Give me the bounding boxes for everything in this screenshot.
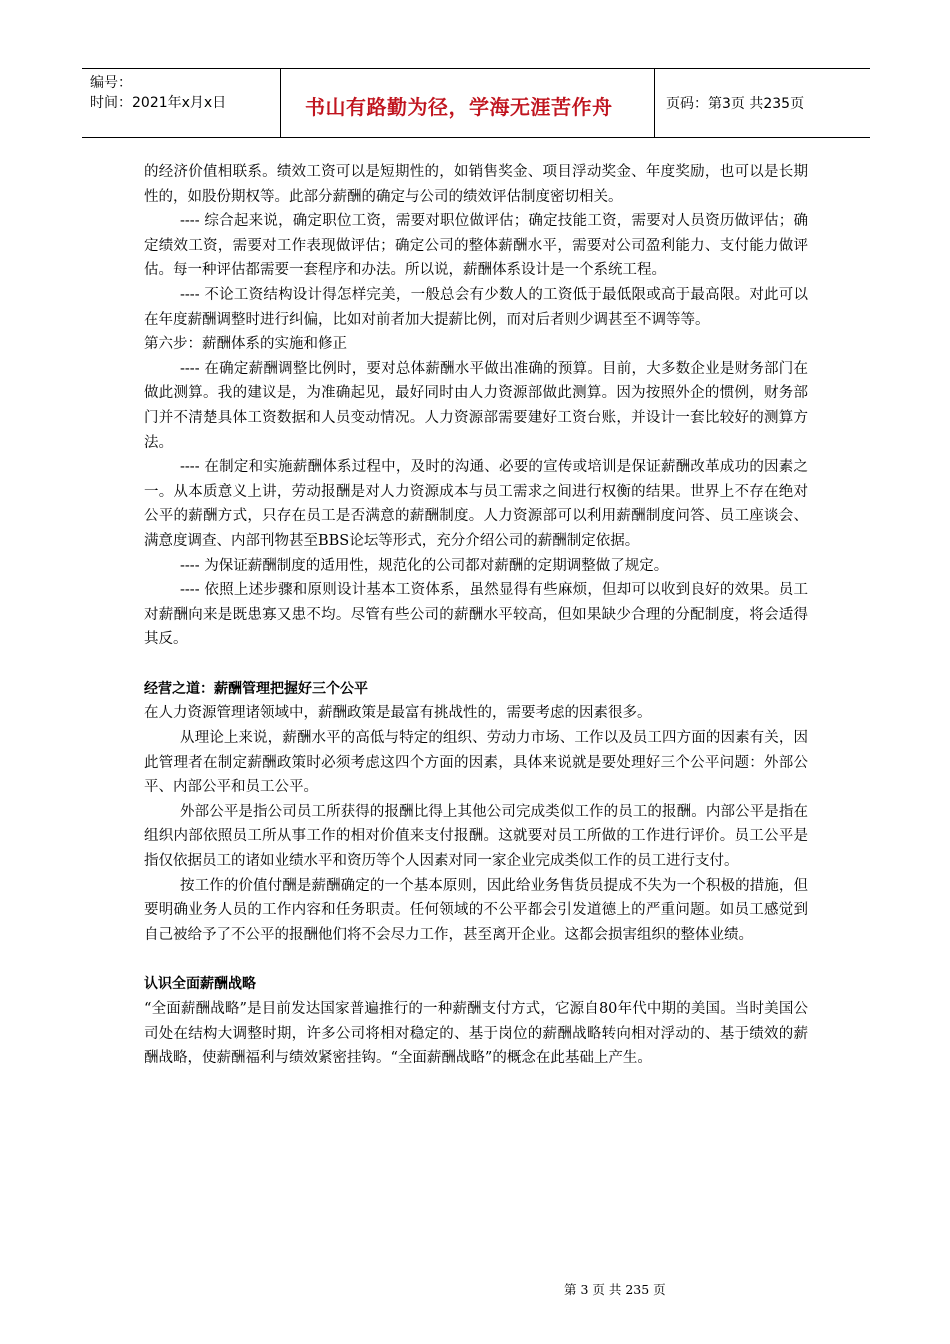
paragraph: ---- 依照上述步骤和原则设计基本工资体系，虽然显得有些麻烦，但却可以收到良好的效果。员工对薪酬向来是既患寡又患不均。尽管有些公司的薪酬水平较高，但如果缺少合理的分配制度，将会适得其反。 <box>144 582 808 648</box>
spacer <box>144 947 808 972</box>
motto-text: 书山有路勤为径，学海无涯苦作舟 <box>305 95 613 119</box>
paragraph: 在人力资源管理诸领域中，薪酬政策是最富有挑战性的，需要考虑的因素很多。 <box>144 705 652 722</box>
paragraph: ---- 为保证薪酬制度的适用性，规范化的公司都对薪酬的定期调整做了规定。 <box>180 557 669 574</box>
header-page-info: 页码：第3页 共235页 <box>666 96 805 112</box>
paragraph: 按工作的价值付酬是薪酬确定的一个基本原则，因此给业务售货员提成不失为一个积极的措施，但要明确业务人员的工作内容和任务职责。任何领域的不公平都会引发道德上的严重问题。如员工感觉到自己被给予了不公平的报酬他们将不会尽力工作，甚至离开企业。这都会损害组织的整体业绩。 <box>144 877 808 943</box>
step-heading: 第六步：薪酬体系的实施和修正 <box>144 336 347 353</box>
section-heading: 经营之道：薪酬管理把握好三个公平 <box>144 680 368 697</box>
date-label: 时间：2021年x月x日 <box>90 95 227 111</box>
header-motto-cell <box>281 69 655 137</box>
paragraph: ---- 在确定薪酬调整比例时，要对总体薪酬水平做出准确的预算。目前，大多数企业是财务部门在做此测算。我的建议是，为准确起见，最好同时由人力资源部做此测算。因为按照外企的惯例，财务部门并不清楚具体工资数据和人员变动情况。人力资源部需要建好工资台账，并设计一套比较好的测算方法。 <box>144 360 808 451</box>
page-footer: 第 3 页 共 235 页 <box>564 1282 666 1297</box>
document-body <box>144 160 808 1071</box>
paragraph: “全面薪酬战略”是目前发达国家普遍推行的一种薪酬支付方式，它源自80年代中期的美国。当时美国公司处在结构大调整时期，许多公司将相对稳定的、基于岗位的薪酬战略转向相对浮动的、基于绩效的薪酬战略，使薪酬福利与绩效紧密挂钩。“全面薪酬战略”的概念在此基础上产生。 <box>144 1001 808 1067</box>
paragraph: 从理论上来说，薪酬水平的高低与特定的组织、劳动力市场、工作以及员工四方面的因素有关，因此管理者在制定薪酬政策时必须考虑这四个方面的因素，具体来说就是要处理好三个公平问题：外部公平、内部公平和员工公平。 <box>144 730 808 796</box>
header-meta-cell <box>82 69 281 137</box>
spacer <box>144 652 808 677</box>
code-label: 编号： <box>90 75 132 91</box>
paragraph: ---- 综合起来说，确定职位工资，需要对职位做评估；确定技能工资，需要对人员资历做评估；确定绩效工资，需要对工作表现做评估；确定公司的整体薪酬水平，需要对公司盈利能力、支付能力做评估。每一种评估都需要一套程序和办法。所以说，薪酬体系设计是一个系统工程。 <box>144 213 808 279</box>
section-heading: 认识全面薪酬战略 <box>144 976 256 993</box>
paragraph: ---- 不论工资结构设计得怎样完美，一般总会有少数人的工资低于最低限或高于最高限。对此可以在年度薪酬调整时进行纠偏，比如对前者加大提薪比例，而对后者则少调甚至不调等等。 <box>144 286 808 328</box>
paragraph: 的经济价值相联系。绩效工资可以是短期性的，如销售奖金、项目浮动奖金、年度奖励，也可以是长期性的，如股份期权等。此部分薪酬的确定与公司的绩效评估制度密切相关。 <box>144 164 808 205</box>
paragraph: ---- 在制定和实施薪酬体系过程中，及时的沟通、必要的宣传或培训是保证薪酬改革成功的因素之一。从本质意义上讲，劳动报酬是对人力资源成本与员工需求之间进行权衡的结果。世界上不存在绝对公平的薪酬方式，只存在员工是否满意的薪酬制度。人力资源部可以利用薪酬制度问答、员工座谈会、满意度调查、内部刊物甚至BBS论坛等形式，充分介绍公司的薪酬制定依据。 <box>144 459 808 549</box>
page-header <box>82 68 870 138</box>
paragraph: 外部公平是指公司员工所获得的报酬比得上其他公司完成类似工作的员工的报酬。内部公平是指在组织内部依照员工所从事工作的相对价值来支付报酬。这就要对员工所做的工作进行评价。员工公平是指仅依据员工的诸如业绩水平和资历等个人因素对同一家企业完成类似工作的员工进行支付。 <box>144 803 808 870</box>
